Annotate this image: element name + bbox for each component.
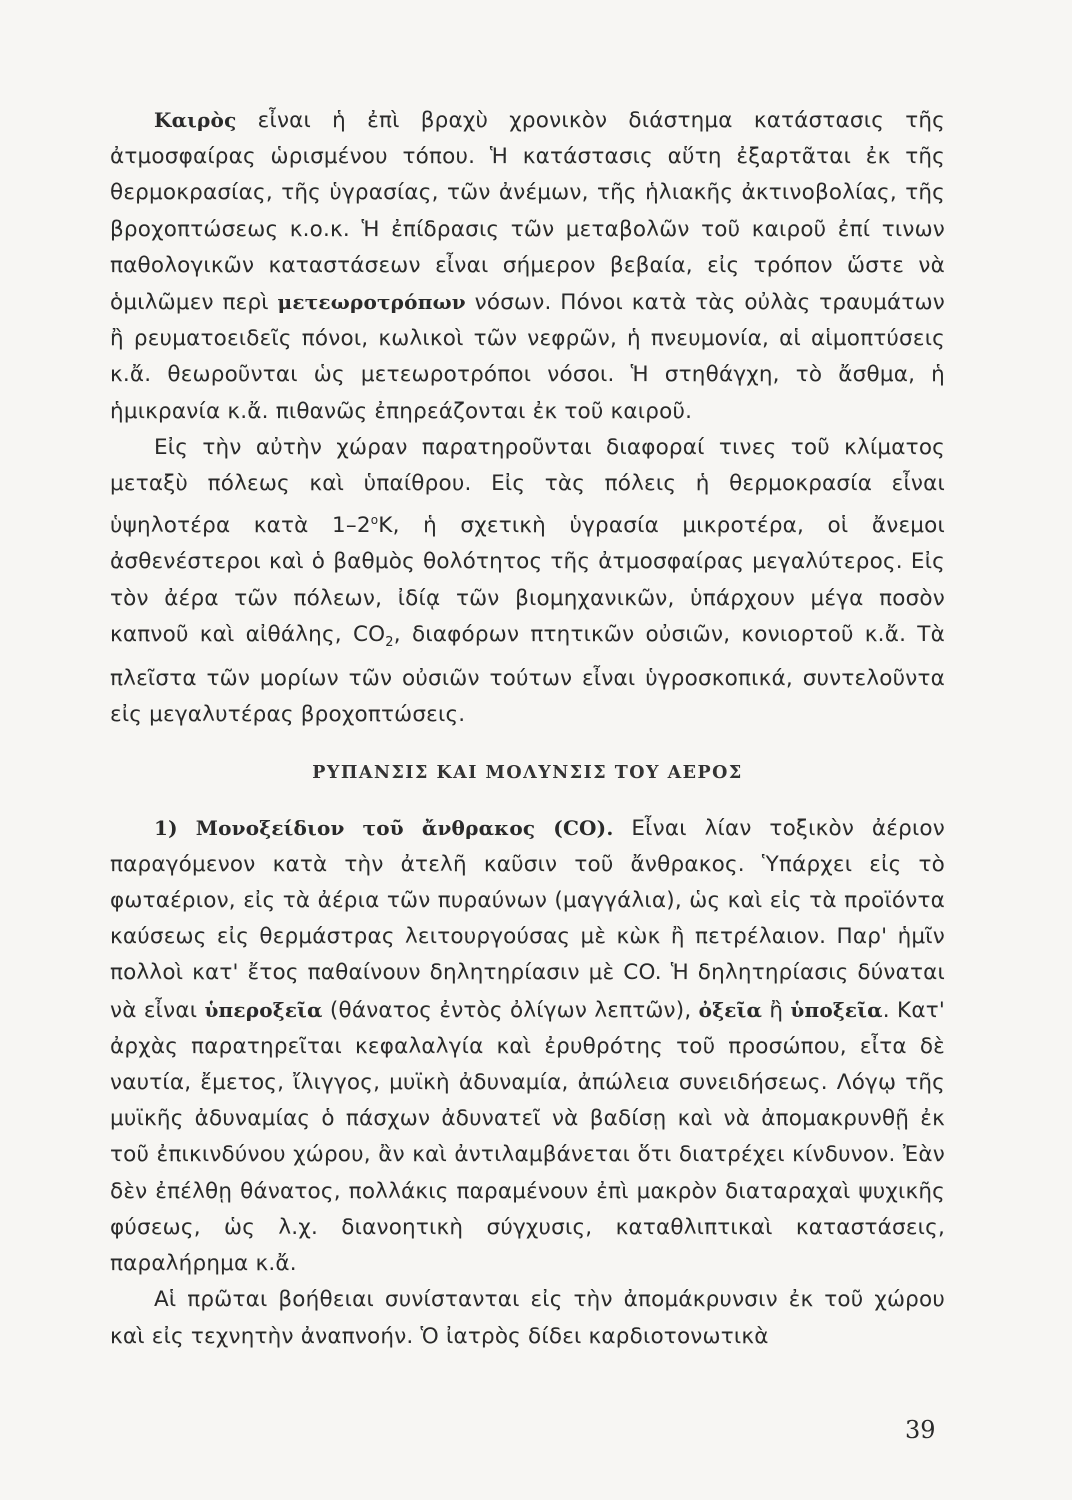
term-kairos: Καιρὸς [154, 108, 237, 132]
superscript: o [370, 513, 379, 528]
paragraph-first-aid [110, 1282, 945, 1354]
paragraph-carbon-monoxide [110, 810, 945, 1283]
subscript: 2 [385, 634, 394, 650]
paragraph-city-climate [110, 430, 945, 734]
paragraph-climate [110, 102, 945, 430]
page-number: 39 [905, 1416, 936, 1444]
paragraph-text: Εἶναι λίαν τοξικὸν ἀέριον παραγόμενον κατὰ τὴν ἀτελῆ καῦσιν τοῦ ἄνθρακος. Ὑπάρχει εἰς τὸ φωταέριον, εἰς τὰ ἀέρια τῶν πυραύνων (μαγγάλια), ὡς καὶ εἰς τὰ προϊόντα καύσεως εἰς θερμάστρας λειτουργούσας μὲ κὼκ ἢ πετρέλαιον. Παρ' ἡμῖν πολλοὶ κατ' ἔτος παθαίνουν δηλητηρίασιν μὲ CO. Ἡ δηλητηρίασις δύναται νὰ εἶναι [110, 815, 945, 1023]
paragraph-text: νόσων. Πόνοι κατὰ τὰς οὐλὰς τραυμάτων ἢ ρευματοειδεῖς πόνοι, κωλικοὶ τῶν νεφρῶν, ἡ πνευμονία, αἱ αἱμοπτύσεις κ.ἄ. θεωροῦνται ὡς μετεωροτρόποι νόσοι. Ἡ στηθάγχη, τὸ ἄσθμα, ἡ ἡμικρανία κ.ἄ. πιθανῶς ἐπηρεάζονται ἐκ τοῦ καιροῦ. [110, 290, 945, 424]
paragraph-text: Εἰς τὴν αὐτὴν χώραν παρατηροῦνται διαφοραί τινες τοῦ κλίματος μεταξὺ πόλεως καὶ ὑπαίθρου. Εἰς τὰς πόλεις ἡ θερμοκρασία εἶναι ὑψηλοτέρα κατὰ 1–2 [110, 434, 945, 539]
term-meteorotropic: μετεωροτρόπων [277, 290, 466, 315]
term-subacute: ὑποξεῖα [790, 997, 883, 1022]
paragraph-text: (θάνατος ἐντὸς ὀλίγων λεπτῶν), [322, 997, 699, 1023]
paragraph-text: , διαφόρων πτητικῶν οὐσιῶν, κονιορτοῦ κ.ἄ. Τὰ πλεῖστα τῶν μορίων τῶν οὐσιῶν τούτων εἶναι ὑγροσκοπικά, συντελοῦντα εἰς μεγαλυτέρας βροχοπτώσεις. [110, 621, 945, 728]
paragraph-text: K, ἡ σχετικὴ ὑγρασία μικροτέρα, οἱ ἄνεμοι ἀσθενέστεροι καὶ ὁ βαθμὸς θολότητος τῆς ἀτμοσφαίρας μεγαλύτερος. Εἰς τὸν ἀέρα τῶν πόλεων, ἰδίᾳ τῶν βιομηχανικῶν, ὑπάρχουν μέγα ποσὸν καπνοῦ καὶ αἰθάλης, CO [110, 513, 945, 647]
section-heading: ΡΥΠΑΝΣΙΣ ΚΑΙ ΜΟΛΥΝΣΙΣ ΤΟΥ ΑΕΡΟΣ [312, 763, 743, 784]
term-hyperacute: ὑπεροξεῖα [204, 997, 323, 1022]
paragraph-text: Αἱ πρῶται βοήθειαι συνίστανται εἰς τὴν ἀπομάκρυνσιν ἐκ τοῦ χώρου καὶ εἰς τεχνητὴν ἀναπνοήν. Ὁ ἰατρὸς δίδει καρδιοτονωτικὰ [110, 1287, 945, 1349]
page-body [110, 102, 945, 1355]
term-acute: ὀξεῖα [698, 997, 763, 1022]
paragraph-text: εἶναι ἡ ἐπὶ βραχὺ χρονικὸν διάστημα κατάστασις τῆς ἀτμοσφαίρας ὡρισμένου τόπου. Ἡ κατάστασις αὕτη ἐξαρτᾶται ἐκ τῆς θερμοκρασίας, τῆς ὑγρασίας, τῶν ἀνέμων, τῆς ἡλιακῆς ἀκτινοβολίας, τῆς βροχοπτώσεως κ.ο.κ. Ἡ ἐπίδρασις τῶν μεταβολῶν τοῦ καιροῦ ἐπί τινων παθολογικῶν καταστάσεων εἶναι σήμερον βεβαία, εἰς τρόπον ὥστε νὰ ὁμιλῶμεν περὶ [110, 108, 945, 316]
paragraph-text: ἢ [762, 997, 791, 1023]
paragraph-text: . Κατ' ἀρχὰς παρατηρεῖται κεφαλαλγία καὶ ἐρυθρότης τοῦ προσώπου, εἶτα δὲ ναυτία, ἔμετος, ἴλιγγος, μυϊκὴ ἀδυναμία, ἀπώλεια συνειδήσεως. Λόγῳ τῆς μυϊκῆς ἀδυναμίας ὁ πάσχων ἀδυνατεῖ νὰ βαδίσῃ καὶ νὰ ἀπομακρυνθῇ ἐκ τοῦ ἐπικινδύνου χώρου, ἂν καὶ ἀντιλαμβάνεται ὅτι διατρέχει κίνδυνον. Ἐὰν δὲν ἐπέλθῃ θάνατος, πολλάκις παραμένουν ἐπὶ μακρὸν διαταραχαὶ ψυχικῆς φύσεως, ὡς λ.χ. διανοητικὴ σύγχυσις, καταθλιπτικαὶ καταστάσεις, παραλήρημα κ.ἄ. [110, 997, 945, 1277]
subsection-title: 1) Μονοξείδιον τοῦ ἄνθρακος (CO). [154, 815, 614, 840]
